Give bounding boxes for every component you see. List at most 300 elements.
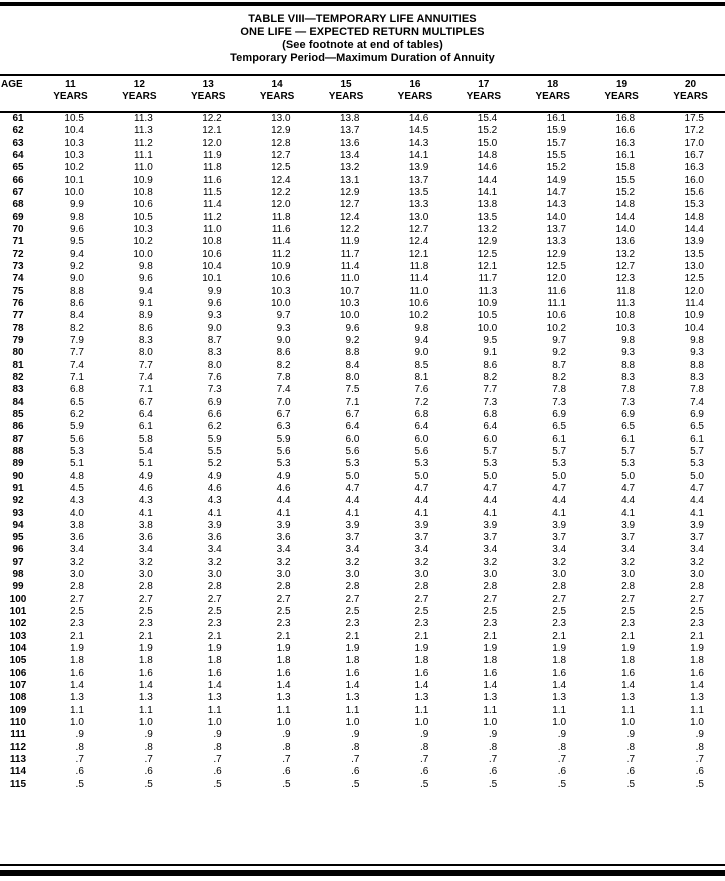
value-cell: 10.1 [64, 174, 84, 186]
value-cell: .6 [488, 766, 498, 778]
value-cell: 5.1 [69, 458, 84, 470]
value-cell: 2.5 [207, 606, 222, 618]
value-cell: 7.6 [207, 371, 222, 383]
table-row [0, 754, 725, 766]
value-cell: 1.1 [552, 704, 567, 716]
table-row [0, 212, 725, 224]
value-cell: 2.5 [276, 606, 291, 618]
table-row [0, 508, 725, 520]
value-cell: 2.3 [414, 618, 429, 630]
value-cell: 11.6 [271, 223, 291, 235]
table-row [0, 729, 725, 741]
value-cell: .6 [626, 766, 636, 778]
value-cell: .7 [351, 754, 360, 766]
value-cell: .7 [488, 754, 498, 766]
value-cell: 1.6 [138, 667, 153, 679]
table-subtitle: ONE LIFE — EXPECTED RETURN MULTIPLES [240, 26, 485, 38]
value-cell: 8.8 [345, 347, 360, 359]
value-cell: 12.3 [615, 273, 636, 285]
value-cell: 8.6 [483, 359, 498, 371]
age-cell: 101 [9, 606, 27, 618]
value-cell: 1.9 [276, 643, 291, 655]
value-cell: 6.0 [414, 433, 429, 445]
value-cell: 1.8 [345, 655, 360, 667]
value-cell: 4.9 [207, 470, 222, 482]
value-cell: 11.0 [202, 223, 222, 235]
value-cell: 13.3 [546, 236, 567, 248]
top-rule [0, 2, 725, 6]
value-cell: 16.6 [615, 125, 636, 137]
table-row [0, 594, 725, 606]
value-cell: 5.3 [414, 458, 429, 470]
value-cell: 7.7 [138, 359, 153, 371]
value-cell: 3.4 [345, 544, 360, 556]
value-cell: 2.7 [552, 593, 567, 605]
value-cell: 3.0 [207, 569, 222, 581]
value-cell: 2.3 [138, 618, 153, 630]
value-cell: 5.0 [345, 470, 360, 482]
value-cell: 11.2 [134, 137, 153, 149]
value-cell: 10.3 [64, 149, 84, 161]
value-cell: 6.9 [621, 408, 636, 420]
value-cell: 4.7 [621, 482, 636, 494]
value-cell: 1.4 [483, 680, 498, 692]
value-cell: 5.3 [552, 458, 567, 470]
value-cell: 11.4 [340, 260, 360, 272]
value-cell: 2.7 [414, 593, 429, 605]
value-cell: 2.1 [345, 630, 360, 642]
table-row [0, 335, 725, 347]
value-cell: 12.7 [271, 149, 291, 161]
value-cell: 10.6 [546, 310, 567, 322]
value-cell: 5.0 [414, 470, 429, 482]
value-cell: 12.0 [271, 199, 291, 211]
value-cell: 14.8 [684, 211, 704, 223]
age-cell: 91 [12, 482, 24, 494]
value-cell: 1.4 [138, 680, 153, 692]
value-cell: 1.1 [345, 704, 360, 716]
age-cell: 110 [9, 717, 27, 729]
value-cell: 13.1 [339, 174, 360, 186]
value-cell: 3.4 [414, 544, 429, 556]
value-cell: 2.1 [276, 630, 291, 642]
value-cell: 12.4 [271, 174, 291, 186]
value-cell: 5.1 [138, 458, 153, 470]
table-caption: Temporary Period—Maximum Duration of Annuity [230, 52, 495, 64]
table-row [0, 261, 725, 273]
value-cell: 3.2 [345, 556, 360, 568]
age-cell: 74 [12, 273, 24, 285]
value-cell: 1.0 [207, 717, 222, 729]
age-cell: 69 [12, 211, 24, 223]
value-cell: 8.1 [414, 371, 429, 383]
value-cell: 3.4 [69, 544, 84, 556]
value-cell: 15.9 [546, 125, 567, 137]
value-cell: 9.2 [69, 260, 84, 272]
value-cell: 13.0 [684, 260, 704, 272]
value-cell: 1.0 [621, 717, 636, 729]
value-cell: 9.8 [690, 334, 704, 346]
value-cell: 1.4 [690, 680, 704, 692]
col-header-18-years: 18 YEARS [518, 75, 587, 112]
value-cell: 8.4 [69, 310, 84, 322]
value-cell: 3.0 [345, 569, 360, 581]
table-row [0, 409, 725, 421]
value-cell: 7.7 [69, 347, 84, 359]
value-cell: 4.3 [138, 495, 153, 507]
bottom-thick-rule [0, 870, 725, 876]
age-cell: 100 [9, 593, 27, 605]
value-cell: 3.4 [276, 544, 291, 556]
value-cell: 1.0 [138, 717, 153, 729]
table-row [0, 286, 725, 298]
value-cell: 11.5 [202, 186, 222, 198]
value-cell: 7.8 [276, 371, 291, 383]
value-cell: 10.0 [339, 310, 360, 322]
col-header-17-years: 17 YEARS [449, 75, 518, 112]
value-cell: 11.3 [616, 297, 636, 309]
table-row [0, 224, 725, 236]
value-cell: 8.3 [207, 347, 222, 359]
table-row [0, 606, 725, 618]
value-cell: 1.1 [69, 704, 84, 716]
table-row [0, 483, 725, 495]
value-cell: 11.7 [340, 248, 360, 260]
value-cell: 4.1 [138, 507, 153, 519]
value-cell: 11.3 [134, 125, 153, 137]
age-cell: 111 [10, 729, 26, 741]
age-cell: 67 [12, 186, 24, 198]
value-cell: 4.1 [207, 507, 222, 519]
value-cell: .9 [213, 729, 222, 741]
value-cell: .8 [144, 741, 153, 753]
value-cell: 11.3 [478, 285, 498, 297]
value-cell: 1.8 [69, 655, 84, 667]
value-cell: .9 [144, 729, 153, 741]
value-cell: 15.5 [546, 149, 567, 161]
value-cell: 13.0 [271, 113, 291, 124]
value-cell: 14.9 [546, 174, 567, 186]
table-row [0, 347, 725, 359]
value-cell: 14.8 [615, 199, 636, 211]
value-cell: 9.8 [138, 260, 153, 272]
value-cell: 9.4 [69, 248, 84, 260]
value-cell: 10.3 [271, 285, 291, 297]
value-cell: 2.1 [138, 630, 153, 642]
value-cell: 1.8 [207, 655, 222, 667]
age-cell: 107 [9, 680, 27, 692]
table-title-block [0, 13, 725, 65]
value-cell: 5.6 [276, 445, 291, 457]
value-cell: 15.6 [684, 186, 704, 198]
value-cell: 14.1 [408, 149, 429, 161]
value-cell: 9.5 [483, 334, 498, 346]
bottom-thin-rule [0, 864, 725, 866]
value-cell: 4.3 [69, 495, 84, 507]
value-cell: .8 [557, 741, 567, 753]
value-cell: 11.8 [616, 285, 636, 297]
value-cell: .5 [626, 778, 636, 790]
value-cell: 12.2 [339, 223, 360, 235]
value-cell: 8.6 [138, 322, 153, 334]
value-cell: 8.2 [276, 359, 291, 371]
table-row [0, 532, 725, 544]
value-cell: 3.9 [552, 519, 567, 531]
value-cell: 1.6 [207, 667, 222, 679]
annuity-table [0, 74, 725, 791]
value-cell: 8.7 [552, 359, 567, 371]
value-cell: 17.5 [684, 113, 704, 124]
value-cell: 3.4 [621, 544, 636, 556]
value-cell: 4.4 [345, 495, 360, 507]
value-cell: 2.1 [207, 630, 222, 642]
col-header-15-years: 15 YEARS [312, 75, 381, 112]
value-cell: 2.5 [621, 606, 636, 618]
value-cell: 2.7 [138, 593, 153, 605]
value-cell: 9.4 [414, 334, 429, 346]
value-cell: 4.3 [207, 495, 222, 507]
value-cell: 9.3 [276, 322, 291, 334]
value-cell: 4.6 [138, 482, 153, 494]
value-cell: 12.2 [202, 113, 222, 124]
table-row [0, 668, 725, 680]
value-cell: 4.1 [345, 507, 360, 519]
age-cell: 73 [12, 260, 24, 272]
value-cell: 3.4 [138, 544, 153, 556]
value-cell: 11.8 [409, 260, 429, 272]
value-cell: 1.8 [138, 655, 153, 667]
value-cell: 14.4 [684, 223, 704, 235]
value-cell: 5.0 [483, 470, 498, 482]
value-cell: 1.3 [276, 692, 291, 704]
col-header-20-years: 20 YEARS [656, 75, 725, 112]
value-cell: 3.2 [483, 556, 498, 568]
value-cell: .9 [420, 729, 429, 741]
value-cell: 2.8 [483, 581, 498, 593]
value-cell: 3.2 [621, 556, 636, 568]
value-cell: 1.3 [138, 692, 153, 704]
value-cell: .8 [351, 741, 360, 753]
value-cell: .5 [282, 778, 291, 790]
value-cell: 7.2 [414, 396, 429, 408]
value-cell: .8 [695, 741, 704, 753]
value-cell: 5.9 [276, 433, 291, 445]
value-cell: .6 [144, 766, 153, 778]
value-cell: 3.0 [69, 569, 84, 581]
value-cell: 14.7 [546, 186, 567, 198]
value-cell: 6.1 [621, 433, 636, 445]
value-cell: 10.8 [133, 186, 153, 198]
value-cell: 7.8 [621, 384, 636, 396]
value-cell: 6.5 [69, 396, 84, 408]
value-cell: 9.6 [345, 322, 360, 334]
value-cell: 1.6 [483, 667, 498, 679]
value-cell: 10.6 [408, 297, 429, 309]
value-cell: 6.9 [690, 408, 704, 420]
value-cell: 13.7 [408, 174, 429, 186]
value-cell: 5.4 [138, 445, 153, 457]
age-cell: 84 [12, 396, 24, 408]
value-cell: 3.9 [345, 519, 360, 531]
value-cell: 11.2 [271, 248, 291, 260]
value-cell: 5.9 [207, 433, 222, 445]
value-cell: 1.1 [276, 704, 291, 716]
value-cell: 1.1 [690, 704, 704, 716]
table-row [0, 655, 725, 667]
value-cell: 10.4 [64, 125, 84, 137]
value-cell: 10.0 [133, 248, 153, 260]
value-cell: 11.4 [202, 199, 222, 211]
value-cell: 13.6 [615, 236, 636, 248]
age-cell: 96 [12, 544, 24, 556]
value-cell: 1.0 [345, 717, 360, 729]
age-cell: 103 [9, 630, 27, 642]
table-title: TABLE VIII—TEMPORARY LIFE ANNUITIES [248, 13, 477, 25]
value-cell: 11.7 [478, 273, 498, 285]
value-cell: 2.1 [552, 630, 567, 642]
table-row [0, 372, 725, 384]
table-row [0, 273, 725, 285]
value-cell: 9.6 [69, 223, 84, 235]
value-cell: 11.8 [271, 211, 291, 223]
table-row [0, 360, 725, 372]
value-cell: 2.5 [483, 606, 498, 618]
value-cell: 8.5 [414, 359, 429, 371]
value-cell: .5 [695, 778, 704, 790]
table-row [0, 544, 725, 556]
value-cell: 3.6 [138, 532, 153, 544]
table-row [0, 310, 725, 322]
age-cell: 112 [9, 741, 27, 753]
value-cell: 9.6 [207, 297, 222, 309]
value-cell: 3.0 [552, 569, 567, 581]
value-cell: 2.7 [276, 593, 291, 605]
table-row [0, 557, 725, 569]
table-row [0, 236, 725, 248]
value-cell: .7 [75, 754, 84, 766]
value-cell: 5.0 [552, 470, 567, 482]
value-cell: 10.0 [271, 297, 291, 309]
value-cell: 3.7 [621, 532, 636, 544]
age-cell: 77 [12, 310, 24, 322]
value-cell: 15.0 [477, 137, 498, 149]
table-row [0, 138, 725, 150]
value-cell: 13.3 [408, 199, 429, 211]
value-cell: 7.3 [552, 396, 567, 408]
value-cell: 2.3 [207, 618, 222, 630]
value-cell: 10.2 [64, 162, 84, 174]
value-cell: 6.4 [414, 421, 429, 433]
value-cell: 5.3 [276, 458, 291, 470]
value-cell: .6 [420, 766, 429, 778]
value-cell: 5.9 [69, 421, 84, 433]
value-cell: 15.7 [546, 137, 567, 149]
value-cell: 3.4 [690, 544, 704, 556]
value-cell: 1.3 [414, 692, 429, 704]
age-cell: 64 [12, 149, 24, 161]
table-row [0, 631, 725, 643]
value-cell: 14.3 [408, 137, 429, 149]
value-cell: 4.9 [276, 470, 291, 482]
value-cell: 3.7 [414, 532, 429, 544]
value-cell: 1.1 [138, 704, 153, 716]
value-cell: 4.4 [552, 495, 567, 507]
value-cell: 2.7 [621, 593, 636, 605]
table-row [0, 717, 725, 729]
value-cell: 3.2 [69, 556, 84, 568]
value-cell: 9.8 [621, 334, 636, 346]
value-cell: .7 [557, 754, 567, 766]
value-cell: 10.8 [615, 310, 636, 322]
value-cell: 3.4 [207, 544, 222, 556]
value-cell: 12.9 [477, 236, 498, 248]
value-cell: 14.4 [477, 174, 498, 186]
col-header-16-years: 16 YEARS [380, 75, 449, 112]
value-cell: 12.0 [684, 285, 704, 297]
value-cell: 4.9 [138, 470, 153, 482]
value-cell: 10.5 [133, 211, 153, 223]
value-cell: 10.2 [133, 236, 153, 248]
value-cell: 4.6 [207, 482, 222, 494]
value-cell: 1.0 [69, 717, 84, 729]
value-cell: 8.6 [69, 297, 84, 309]
value-cell: 1.3 [345, 692, 360, 704]
value-cell: 2.5 [414, 606, 429, 618]
value-cell: 10.5 [477, 310, 498, 322]
value-cell: 15.2 [615, 186, 636, 198]
value-cell: 5.7 [621, 445, 636, 457]
value-cell: 2.1 [483, 630, 498, 642]
value-cell: 10.6 [202, 248, 222, 260]
value-cell: 3.4 [552, 544, 567, 556]
value-cell: 10.2 [408, 310, 429, 322]
value-cell: 1.1 [414, 704, 429, 716]
col-header-13-years: 13 YEARS [174, 75, 243, 112]
value-cell: 16.3 [684, 162, 704, 174]
age-cell: 66 [12, 174, 24, 186]
age-cell: 105 [9, 655, 27, 667]
value-cell: 7.7 [483, 384, 498, 396]
value-cell: 9.8 [414, 322, 429, 334]
value-cell: 13.8 [339, 113, 360, 124]
value-cell: 6.1 [690, 433, 704, 445]
value-cell: 11.6 [547, 285, 567, 297]
value-cell: .5 [144, 778, 153, 790]
value-cell: 7.3 [207, 384, 222, 396]
value-cell: 12.1 [477, 260, 498, 272]
value-cell: 15.8 [615, 162, 636, 174]
value-cell: 1.4 [621, 680, 636, 692]
age-cell: 89 [12, 458, 24, 470]
value-cell: 1.6 [414, 667, 429, 679]
value-cell: 12.2 [271, 186, 291, 198]
age-cell: 82 [12, 371, 24, 383]
value-cell: .5 [557, 778, 567, 790]
col-header-age: AGE [0, 75, 36, 112]
value-cell: 6.4 [138, 408, 153, 420]
value-cell: 2.8 [207, 581, 222, 593]
table-row [0, 150, 725, 162]
value-cell: 1.9 [690, 643, 704, 655]
col-header-11-years: 11 YEARS [36, 75, 105, 112]
value-cell: 2.8 [552, 581, 567, 593]
value-cell: 6.6 [207, 408, 222, 420]
value-cell: 8.8 [690, 359, 704, 371]
value-cell: 7.6 [414, 384, 429, 396]
value-cell: 6.5 [552, 421, 567, 433]
age-cell: 86 [12, 421, 24, 433]
value-cell: .7 [144, 754, 153, 766]
